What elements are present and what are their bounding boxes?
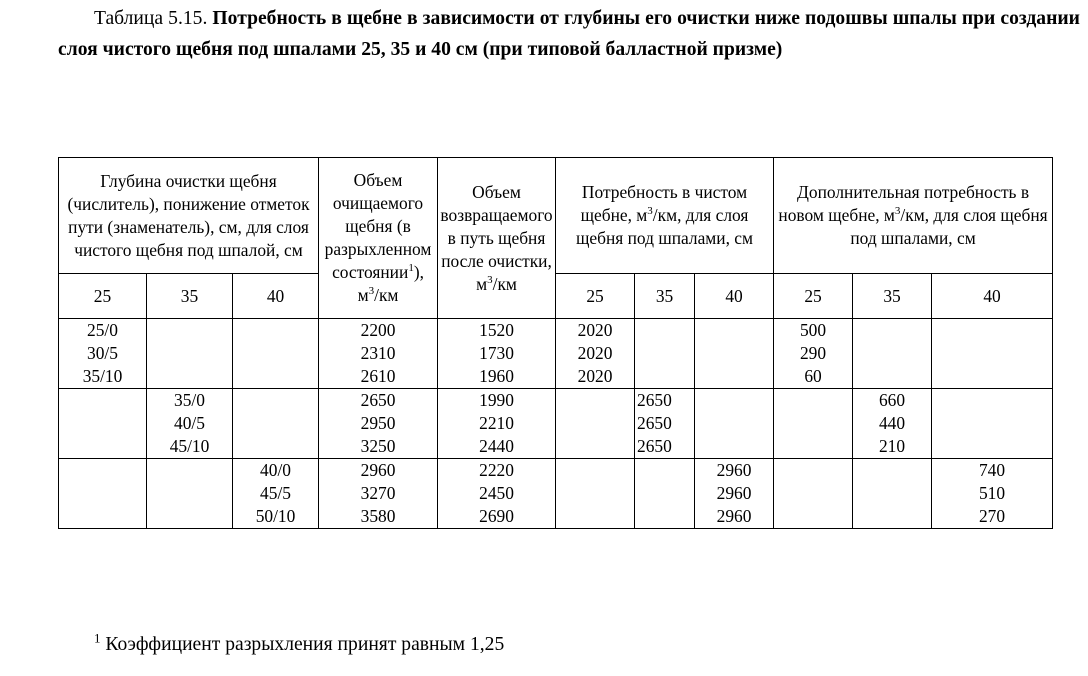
subheader-cell: 25 (556, 274, 635, 319)
cell-value: 210 (878, 436, 906, 456)
cell-value: 2960 (360, 460, 396, 480)
table-cell-d35 (147, 459, 233, 529)
cell-value: 50/10 (255, 506, 296, 526)
cell-value: 2200 (360, 320, 396, 340)
caption-prefix: Таблица 5.15. (94, 8, 208, 29)
table-cell-d25 (59, 319, 147, 389)
cell-value: 2650 (637, 413, 672, 433)
table-cell-d35 (147, 319, 233, 389)
cell-value: 290 (799, 343, 827, 363)
table-cell-n25 (774, 319, 853, 389)
cell-value: 45/10 (169, 436, 210, 456)
cell-value: 1990 (479, 390, 514, 410)
table-row (59, 389, 1053, 459)
cell-value: 660 (878, 390, 906, 410)
table-cell-ret (438, 319, 556, 389)
table-cell-n35 (853, 389, 932, 459)
table-cell-c35 (635, 389, 695, 459)
subheader-cell: 35 (635, 274, 695, 319)
cell-value: 2450 (479, 483, 514, 503)
table-cell-ret (438, 459, 556, 529)
cell-value: 2020 (577, 343, 613, 363)
table-row (59, 319, 1053, 389)
header-depth: Глубина очистки щебня (числитель), понижение отметок пути (знаменатель), см, для слоя чистого щебня под шпалой, см (59, 158, 319, 274)
table-row (59, 459, 1053, 529)
cell-value: 3270 (360, 483, 396, 503)
table-cell-c25 (556, 319, 635, 389)
cell-value: 30/5 (87, 343, 118, 363)
table-cell-ret (438, 389, 556, 459)
table-cell-n35 (853, 319, 932, 389)
table-cell-d40 (233, 459, 319, 529)
table-cell-c35 (635, 319, 695, 389)
cell-value: 440 (878, 413, 906, 433)
cell-value: 60 (804, 366, 822, 386)
cell-value: 2950 (360, 413, 396, 433)
footnote (94, 630, 505, 656)
table-cell-vol (319, 459, 438, 529)
table-cell-c35 (635, 459, 695, 529)
cell-value: 2020 (577, 366, 613, 386)
table-cell-d25 (59, 459, 147, 529)
cell-value: 1960 (479, 366, 514, 386)
cell-value: 35/0 (174, 390, 205, 410)
cell-value: 2960 (716, 483, 752, 503)
table-cell-d25 (59, 389, 147, 459)
cell-value: 3580 (360, 506, 396, 526)
caption-title: Потребность в щебне в зависимости от глубины его очистки ниже подошвы шпалы при создании слоя чистого щебня под шпалами 25, 35 и 40 см (при типовой балластной призме) (58, 8, 1080, 60)
table-cell-c40 (695, 319, 774, 389)
table-cell-c25 (556, 459, 635, 529)
cell-value: 2690 (479, 506, 514, 526)
table-cell-d40 (233, 319, 319, 389)
cell-value: 2650 (637, 390, 672, 410)
cell-value: 40/5 (174, 413, 205, 433)
subheader-cell: 40 (233, 274, 319, 319)
table-caption (58, 3, 1080, 65)
table-cell-vol (319, 389, 438, 459)
table-cell-n40 (932, 389, 1053, 459)
cell-value: 2650 (360, 390, 396, 410)
cell-value: 510 (978, 483, 1006, 503)
cell-value: 1730 (479, 343, 514, 363)
cell-value: 2310 (360, 343, 396, 363)
subheader-row (59, 274, 1053, 319)
table-cell-c40 (695, 459, 774, 529)
cell-value: 2210 (479, 413, 514, 433)
table-cell-n40 (932, 459, 1053, 529)
table-body (59, 319, 1053, 529)
gravel-demand-table (58, 157, 1053, 529)
cell-value: 740 (978, 460, 1006, 480)
cell-value: 2610 (360, 366, 396, 386)
cell-value: 1520 (479, 320, 514, 340)
cell-value: 2220 (479, 460, 514, 480)
subheader-cell: 35 (853, 274, 932, 319)
table-cell-c25 (556, 389, 635, 459)
subheader-cell: 25 (774, 274, 853, 319)
header-need-new: Дополнительная потребность в новом щебне, $м^3/км$, для слоя щебня под шпалами, см (774, 158, 1053, 274)
cell-value: 45/5 (260, 483, 291, 503)
cell-value: 40/0 (260, 460, 291, 480)
cell-value: 2960 (716, 506, 752, 526)
table-cell-n40 (932, 319, 1053, 389)
footnote-mark: 1 (94, 630, 101, 646)
table-cell-n25 (774, 459, 853, 529)
subheader-cell: 40 (695, 274, 774, 319)
header-need-clean: Потребность в чистом щебне, $м^3/км$, для слоя щебня под шпалами, см (556, 158, 774, 274)
cell-value: 2020 (577, 320, 613, 340)
cell-value: 270 (978, 506, 1006, 526)
header-volume-returned: Объем возвращаемого в путь щебня после очистки, $м^3/км$ (438, 158, 556, 319)
subheader-cell: 40 (932, 274, 1053, 319)
table-cell-d35 (147, 389, 233, 459)
subheader-cell: 25 (59, 274, 147, 319)
cell-value: 35/10 (82, 366, 123, 386)
cell-value: 25/0 (87, 320, 118, 340)
cell-value: 2650 (637, 436, 672, 456)
footnote-text: Коэффициент разрыхления принят равным 1,25 (100, 634, 505, 655)
table-cell-n35 (853, 459, 932, 529)
cell-value: 500 (799, 320, 827, 340)
table-cell-c40 (695, 389, 774, 459)
table-cell-d40 (233, 389, 319, 459)
table-cell-n25 (774, 389, 853, 459)
subheader-cell: 35 (147, 274, 233, 319)
header-volume-cleaned: Объем очищаемого щебня (в разрыхленном состоянии$^1$), $м^3/км$ (319, 158, 438, 319)
cell-value: 2440 (479, 436, 514, 456)
cell-value: 3250 (360, 436, 396, 456)
cell-value: 2960 (716, 460, 752, 480)
table-cell-vol (319, 319, 438, 389)
